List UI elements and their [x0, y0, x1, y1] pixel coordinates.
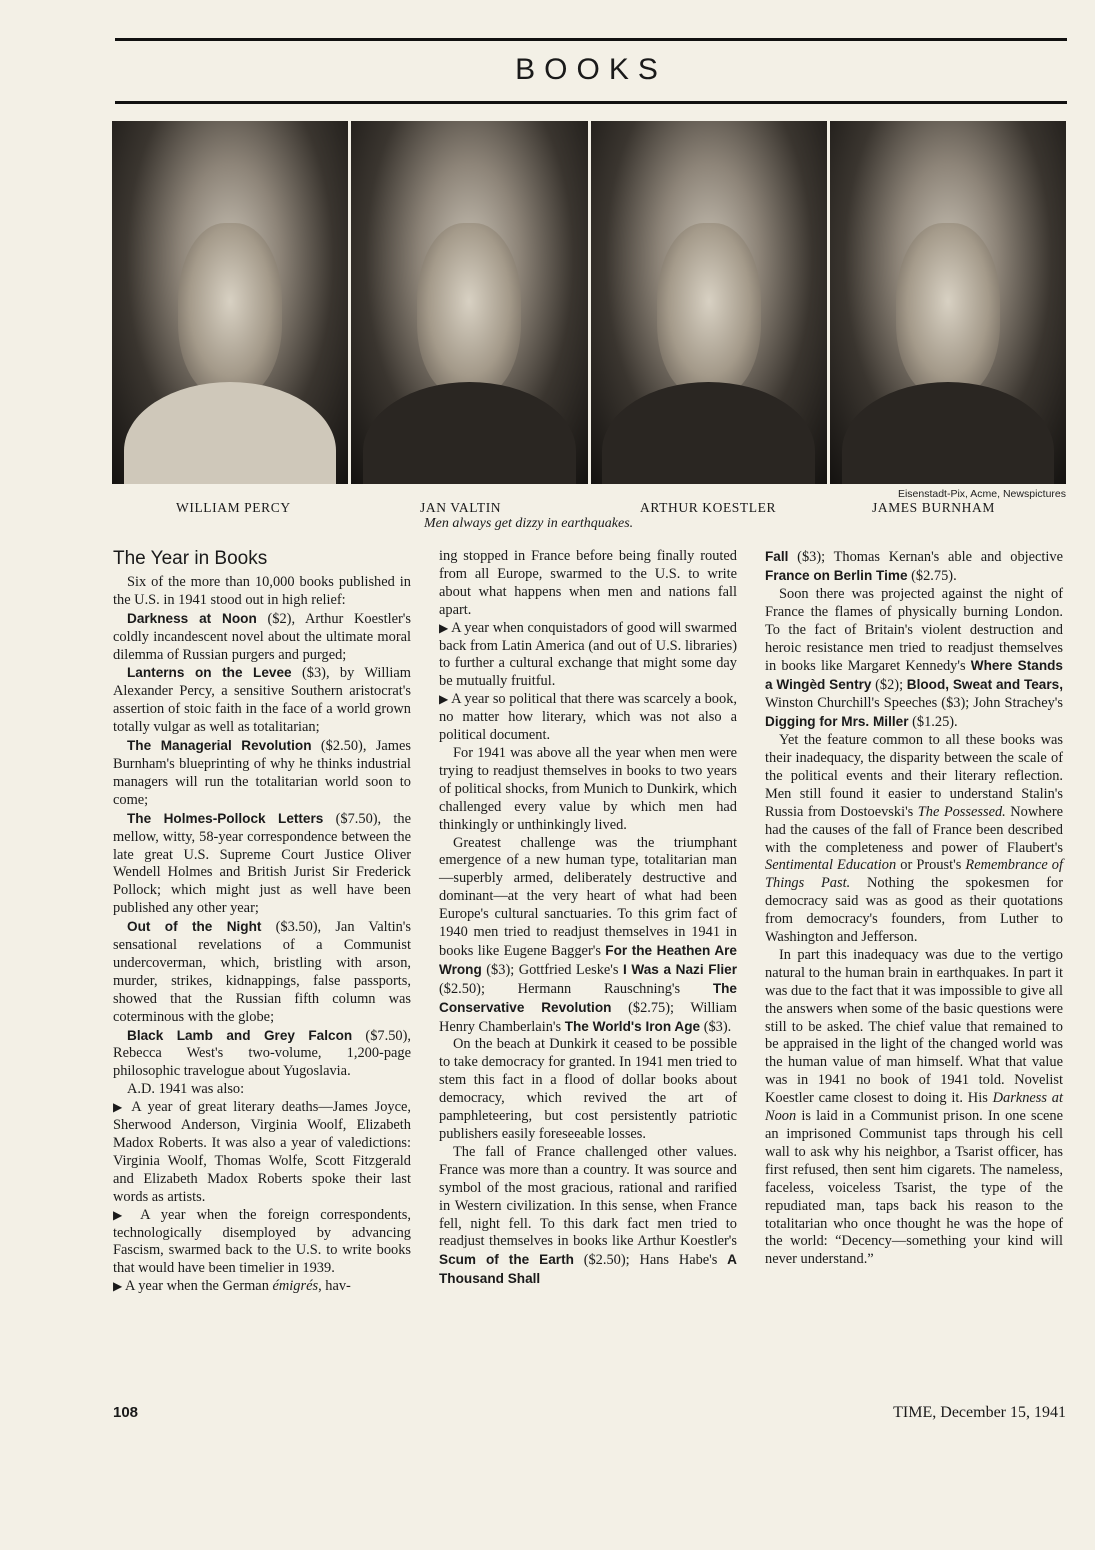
book-title: Digging for Mrs. Miller — [765, 714, 909, 730]
paragraph: In part this inadequacy was due to the vertigo natural to the human brain in earthquakes. In part it was due to the fact that it was impossible to give all the answers when some of the basic questions were still to be asked. The chief value that remained to be appraised in the light of the changed world was the human value of man himself. What that value was in 1941 no book of 1941 told. Novelist Koestler came closest to doing it. His Darkness at Noon is laid in a Communist prison. In one scene an imprisoned Communist taps through his cell wall to ask why his neighbor, a Tsarist officer, has first refused, then sent him cigarets. The nameless, faceless, voiceless Tsarist, the type of the repudiated man, taps back his reason to the totalitarian who once thought he was the hope of the world: “Decency—something your kind will never understand.” — [765, 946, 1064, 1268]
book-title: The Managerial Revolution — [127, 738, 312, 754]
paragraph: ing stopped in France before being finally routed from all Europe, swarmed to the U.S. to write about what happens when men and nations fall apart. — [439, 548, 737, 618]
bullet-paragraph: ▶ A year when the German émigrés, hav- — [113, 1278, 351, 1295]
bottom-rule — [115, 101, 1067, 104]
article-column-3 — [765, 548, 1063, 1269]
bullet-paragraph: ▶ A year when the foreign correspondents, technologically disemployed by advancing Fascism, swarmed back to the U.S. to write books that would have been timelier in 1939. — [113, 1206, 411, 1277]
paragraph: The fall of France challenged other values. France was more than a country. It was source and symbol of the most gracious, rational and rarified in Western civilization. In this sense, when France fell, night fell. To this dark fact men tried to readjust themselves in books like Arthur Koestler's Scum of the Earth ($2.50); Hans Habe's A Thousand Shall — [439, 1143, 737, 1287]
bullet-paragraph: ▶ A year of great literary deaths—James Joyce, Sherwood Anderson, Virginia Woolf, Elizabeth Madox Roberts. It was also a year of valedictions: Virginia Woolf, Thomas Wolfe, Scott Fitzgerald and Elizabeth Madox Roberts spoke their last words as artists. — [113, 1099, 411, 1205]
book-title: The Holmes-Pollock Letters — [127, 810, 324, 826]
article-heading: The Year in Books — [113, 548, 268, 569]
paragraph: A.D. 1941 was also: — [127, 1081, 245, 1098]
book-title: The Conservative Revolution — [439, 980, 737, 1015]
paragraph: Darkness at Noon ($2), Arthur Koestler's coldly incandescent novel about the ultimate moral dilemma of Russian purgers and purged; — [113, 610, 411, 663]
bullet-icon: ▶ — [439, 692, 449, 707]
book-title: Fall — [765, 549, 789, 564]
top-rule — [115, 38, 1067, 41]
paragraph: Greatest challenge was the triumphant emergence of a new human type, totalitarian man—superbly armed, deliberately destructive and dominant—at the very heart of what had been Europe's cultural sanctuaries. To this grim fact of 1940 men tried to readjust themselves in 1941 in books like Eugene Bagger's For the Heathen Are Wrong ($3); Gottfried Leske's I Was a Nazi Flier ($2.50); Hermann Rauschning's The Conservative Revolution ($2.75); William Henry Chamberlain's The World's Iron Age ($3). — [439, 834, 737, 1035]
article-column-1 — [113, 548, 411, 1296]
portrait-photo — [830, 121, 1066, 484]
issue-line: TIME, December 15, 1941 — [893, 1404, 1066, 1421]
book-title: A Thousand Shall — [439, 1252, 737, 1287]
paragraph: Soon there was projected against the night of France the flames of physically burning London. To the fact of Britain's violent destruction and heroic resistance men tried to readjust themselves in books like Margaret Kennedy's Where Stands a Wingèd Sentry ($2); Blood, Sweat and Tears, Winston Churchill's Speeches ($3); John Strachey's Digging for Mrs. Miller ($1.25). — [765, 585, 1063, 731]
paragraph: Lanterns on the Levee ($3), by William Alexander Percy, a sensitive Southern aristocrat's assertion of stoic faith in the face of a world grown totally vulgar as well as totalitarian; — [113, 665, 412, 736]
photo-strip — [112, 121, 1066, 484]
caption-quote: Men always get dizzy in earthquakes. — [424, 516, 634, 531]
book-title: I Was a Nazi Flier — [622, 961, 737, 977]
bullet-icon: ▶ — [113, 1100, 126, 1115]
article-column-2 — [439, 548, 737, 1289]
caption-name: WILLIAM PERCY — [176, 500, 291, 515]
book-title: Black Lamb and Grey Falcon — [127, 1027, 353, 1043]
bullet-icon: ▶ — [113, 1207, 130, 1222]
paragraph: The Holmes-Pollock Letters ($7.50), the mellow, witty, 58-year correspondence between the late great U.S. Supreme Court Justice Oliver Wendell Holmes and British Jurist Sir Frederick Pollock; which might just as well have been published any other year; — [113, 810, 411, 917]
paragraph: On the beach at Dunkirk it ceased to be possible to take democracy for granted. In 1941 men tried to stem this fact in a flood of dollar books about democracy, which revived the art of pamphleteering, but cost persistently patriotic publishers easily foreseeable losses. — [439, 1036, 737, 1142]
paragraph: Fall ($3); Thomas Kernan's able and objective France on Berlin Time ($2.75). — [765, 549, 1063, 584]
paragraph: For 1941 was above all the year when men were trying to readjust themselves in books to two years of political shocks, from Munich to Dunkirk, which challenged every value by which men had thinkingly or unthinkingly lived. — [439, 744, 737, 833]
paragraph: The Managerial Revolution ($2.50), James Burnham's blueprinting of why he thinks industrial managers will run the totalitarian world soon to come; — [113, 738, 411, 808]
paragraph: Six of the more than 10,000 books published in the U.S. in 1941 stood out in high relief: — [113, 573, 411, 608]
book-title: Where Stands a Wingèd Sentry — [765, 658, 1063, 693]
book-title: Scum of the Earth — [439, 1252, 574, 1268]
book-title: France on Berlin Time — [765, 567, 908, 583]
page-number: 108 — [113, 1404, 139, 1421]
paragraph: Out of the Night ($3.50), Jan Valtin's sensational revelations of a Communist undercoverman, which, bristling with arson, murder, strikes, kidnappings, false passports, showed that the Russian fifth column was coterminous with the globe; — [113, 919, 411, 1025]
paragraph: Yet the feature common to all these books was their inadequacy, the disparity between the scale of the political events and their literary reflection. Men still found it easier to understand Stalin's Russia from Dostoevski's The Possessed. Nowhere had the causes of the fall of France been described with the completeness and power of Flaubert's Sentimental Education or Proust's Remembrance of Things Past. Nothing the spokesmen for democracy said was as good as their quotations from democracy's founders, from Luther to Washington and Jefferson. — [765, 732, 1064, 946]
bullet-paragraph: ▶ A year so political that there was scarcely a book, no matter how literary, which was not also a political document. — [439, 691, 737, 744]
portrait-photo — [351, 121, 587, 484]
book-title: Lanterns on the Levee — [127, 665, 292, 681]
book-title: Darkness at Noon — [127, 610, 257, 626]
book-title: Out of the Night — [127, 919, 262, 935]
photo-credit: Eisenstadt-Pix, Acme, Newspictures — [897, 488, 1066, 500]
paragraph: Black Lamb and Grey Falcon ($7.50), Rebecca West's two-volume, 1,200-page philosophic travelogue about Yugoslavia. — [113, 1027, 411, 1080]
caption-name: JAN VALTIN — [420, 500, 502, 515]
bullet-icon: ▶ — [439, 620, 449, 635]
bullet-icon: ▶ — [113, 1279, 123, 1294]
book-title: The World's Iron Age — [564, 1018, 701, 1034]
caption-name: JAMES BURNHAM — [872, 500, 995, 515]
section-title: BOOKS — [515, 53, 667, 86]
book-title: Blood, Sweat and Tears, — [906, 677, 1063, 693]
portrait-photo — [591, 121, 827, 484]
caption-name: ARTHUR KOESTLER — [640, 500, 777, 515]
portrait-photo — [112, 121, 348, 484]
bullet-paragraph: ▶ A year when conquistadors of good will swarmed back from Latin America (and out of U.S. libraries) to further a cultural exchange that might some day be mutually fruitful. — [439, 619, 738, 690]
book-title: For the Heathen Are Wrong — [439, 942, 737, 977]
